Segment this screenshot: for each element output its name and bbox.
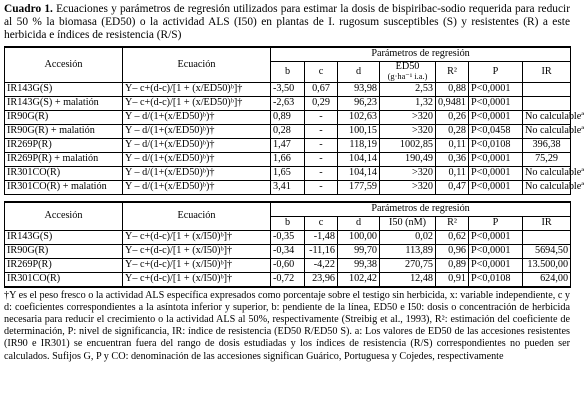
table-cell: -2,63 bbox=[271, 96, 305, 110]
table-cell: P<0,0001 bbox=[469, 152, 523, 166]
table-cell: >320 bbox=[380, 124, 436, 138]
table-cell: 0,62 bbox=[436, 230, 469, 244]
table-row bbox=[5, 96, 571, 110]
table-cell: P<0,0001 bbox=[469, 180, 523, 194]
table-cell: 13.500,00 bbox=[523, 258, 571, 272]
table-cell: 1,47 bbox=[271, 138, 305, 152]
table-cell bbox=[523, 96, 571, 110]
table-cell: IR90G(R) bbox=[5, 244, 123, 258]
table-row bbox=[5, 82, 571, 96]
table-cell: 0,89 bbox=[271, 110, 305, 124]
table-cell: 23,96 bbox=[305, 272, 338, 287]
t2-header-ecuacion: Ecuación bbox=[123, 202, 271, 231]
regression-table bbox=[4, 46, 584, 288]
t2-header-i50: I50 (nM) bbox=[380, 216, 436, 230]
table-cell: No calculableª bbox=[523, 180, 571, 194]
table-cell: 1,66 bbox=[271, 152, 305, 166]
table-footnote: †Y es el peso fresco o la actividad ALS específica expresados como porcentaje sobre el testigo sin herbicida, x: variable independiente, c y d: coeficientes correspondientes a la asíntota inferior y superior, b: pendiente de la línea, ED50 e I50: dosis o concentración de herbicida necesaria para reducir el crecimiento o la actividad ALS al 50%, respectivamente (Streibig et al., 1993), R²: estimación del coeficiente de determinación, P: nivel de significancia, IR: índice de resistencia (ED50 R/ED50 S). a: Los valores de ED50 de las accesiones resistentes (IR90 e IR301) se encuentran fuera del rango de dosis estudiadas y los índices de resistencia (R/S) correspondientes no pueden ser calculados. Sufijos G, P y CO: denominación de las accesiones significan Guárico, Portuguesa y Cojedes, respectivamente bbox=[4, 289, 570, 362]
t2-header-d: d bbox=[338, 216, 380, 230]
table-cell: 0,9481 bbox=[436, 96, 469, 110]
table-row bbox=[5, 138, 571, 152]
table-cell: P<0,0001 bbox=[469, 82, 523, 96]
table-cell: - bbox=[305, 138, 338, 152]
table-cell: 0,88 bbox=[436, 82, 469, 96]
table-cell: 0,29 bbox=[305, 96, 338, 110]
caption-text: Ecuaciones y parámetros de regresión utilizados para estimar la dosis de bispiribac-sodio requerida para reducir al 50 % la biomasa (ED50) o la actividad ALS (I50) en plantas de I. rugosum susceptibles (S) y resistentes (R) a este herbicida e índices de resistencia (R/S) bbox=[4, 3, 570, 42]
table-cell: No calculableª bbox=[523, 166, 571, 180]
table-cell: P<0,0001 bbox=[469, 244, 523, 258]
table-cell: -11,16 bbox=[305, 244, 338, 258]
t1-header-accesion: Accesión bbox=[5, 47, 123, 83]
t1-header-d: d bbox=[338, 61, 380, 82]
table-cell: IR143G(S) bbox=[5, 230, 123, 244]
table-cell: 0,67 bbox=[305, 82, 338, 96]
table-cell: -1,48 bbox=[305, 230, 338, 244]
table-cell: - bbox=[305, 124, 338, 138]
table-cell: Y – d/(1+(x/ED50)ᵇ)† bbox=[123, 124, 271, 138]
t1-header-r2: R² bbox=[436, 61, 469, 82]
t2-group-header: Parámetros de regresión bbox=[271, 202, 571, 217]
table-cell bbox=[523, 82, 571, 96]
table-cell: Y– c+(d-c)/[1 + (x/I50)ᵇ]† bbox=[123, 258, 271, 272]
table-cell: 5694,50 bbox=[523, 244, 571, 258]
table-cell: 0,02 bbox=[380, 230, 436, 244]
table-row bbox=[5, 230, 571, 244]
table-cell: - bbox=[305, 180, 338, 194]
table-cell: >320 bbox=[380, 110, 436, 124]
table-separator bbox=[5, 194, 571, 202]
t2-header-b: b bbox=[271, 216, 305, 230]
table-cell: 99,38 bbox=[338, 258, 380, 272]
table-cell: Y – d/(1+(x/ED50)ᵇ)† bbox=[123, 110, 271, 124]
table-cell: 104,14 bbox=[338, 152, 380, 166]
table-cell: 102,63 bbox=[338, 110, 380, 124]
table-cell: 0,26 bbox=[436, 110, 469, 124]
table-cell: 93,98 bbox=[338, 82, 380, 96]
table-cell: IR269P(R) bbox=[5, 138, 123, 152]
table-cell: P<0,0001 bbox=[469, 110, 523, 124]
t2-header-ir: IR bbox=[523, 216, 571, 230]
page bbox=[4, 3, 584, 373]
table-cell: Y– c+(d-c)/[1 + (x/ED50)ᵇ]† bbox=[123, 96, 271, 110]
table-cell: IR90G(R) + malatión bbox=[5, 124, 123, 138]
table-cell: Y – d/(1+(x/ED50)ᵇ)† bbox=[123, 180, 271, 194]
table-cell: IR143G(S) + malatión bbox=[5, 96, 123, 110]
table-row bbox=[5, 258, 571, 272]
table-cell: - bbox=[305, 110, 338, 124]
table-cell: P<0,0001 bbox=[469, 96, 523, 110]
table-cell: P<0,0001 bbox=[469, 230, 523, 244]
table-cell: 0,47 bbox=[436, 180, 469, 194]
table-cell: 0,11 bbox=[436, 166, 469, 180]
t2-body bbox=[5, 230, 571, 287]
table-cell: Y – d/(1+(x/ED50)ᵇ)† bbox=[123, 152, 271, 166]
table-cell: P<0,0108 bbox=[469, 272, 523, 287]
table-cell: -0,60 bbox=[271, 258, 305, 272]
t2-header-p: P bbox=[469, 216, 523, 230]
table-row bbox=[5, 244, 571, 258]
table-row bbox=[5, 180, 571, 194]
table-cell: 0,28 bbox=[271, 124, 305, 138]
t1-header-ed50-unit: (g·ha⁻¹ i.a.) bbox=[387, 71, 428, 81]
table-cell: IR301CO(R) bbox=[5, 166, 123, 180]
table-cell: 0,96 bbox=[436, 244, 469, 258]
table-cell: 75,29 bbox=[523, 152, 571, 166]
table-cell: P<0,0001 bbox=[469, 166, 523, 180]
t1-header-ed50-label: ED50 bbox=[395, 60, 420, 72]
table-cell: 1002,85 bbox=[380, 138, 436, 152]
table-cell: IR269P(R) + malatión bbox=[5, 152, 123, 166]
table-cell: Y – d/(1+(x/ED50)ᵇ)† bbox=[123, 166, 271, 180]
table-cell: IR143G(S) bbox=[5, 82, 123, 96]
table-cell: 1,32 bbox=[380, 96, 436, 110]
table-cell: No calculableª bbox=[523, 124, 571, 138]
table-cell: 113,89 bbox=[380, 244, 436, 258]
table-cell: 104,14 bbox=[338, 166, 380, 180]
table-cell: 0,28 bbox=[436, 124, 469, 138]
table-row bbox=[5, 166, 571, 180]
table-cell: 396,38 bbox=[523, 138, 571, 152]
table-cell: IR90G(R) bbox=[5, 110, 123, 124]
table-cell: 99,70 bbox=[338, 244, 380, 258]
t2-header-r2: R² bbox=[436, 216, 469, 230]
t1-header-ir: IR bbox=[523, 61, 571, 82]
table-cell: 102,42 bbox=[338, 272, 380, 287]
table-cell: Y – d/(1+(x/ED50)ᵇ)† bbox=[123, 138, 271, 152]
t1-header-c: c bbox=[305, 61, 338, 82]
table-cell: 270,75 bbox=[380, 258, 436, 272]
table-cell: -4,22 bbox=[305, 258, 338, 272]
t2-header-accesion: Accesión bbox=[5, 202, 123, 231]
table-cell: Y– c+(d-c)/[1 + (x/ED50)ᵇ]† bbox=[123, 82, 271, 96]
caption-label: Cuadro 1. bbox=[4, 3, 53, 15]
table-cell: Y– c+(d-c)/[1 + (x/I50)ᵇ]† bbox=[123, 272, 271, 287]
table-cell: 12,48 bbox=[380, 272, 436, 287]
t2-header-c: c bbox=[305, 216, 338, 230]
table-cell: 0,36 bbox=[436, 152, 469, 166]
table-caption bbox=[4, 3, 570, 43]
table-cell: >320 bbox=[380, 180, 436, 194]
table-cell: 100,15 bbox=[338, 124, 380, 138]
table-cell bbox=[523, 230, 571, 244]
table-cell: 0,89 bbox=[436, 258, 469, 272]
table-cell: IR269P(R) bbox=[5, 258, 123, 272]
table-cell: 96,23 bbox=[338, 96, 380, 110]
table-cell: P<0,0001 bbox=[469, 258, 523, 272]
table-cell: 0,91 bbox=[436, 272, 469, 287]
table-cell: 177,59 bbox=[338, 180, 380, 194]
table-cell: Y– c+(d-c)/[1 + (x/I50)ᵇ]† bbox=[123, 244, 271, 258]
table-cell: 624,00 bbox=[523, 272, 571, 287]
table-cell: - bbox=[305, 152, 338, 166]
table-cell: 3,41 bbox=[271, 180, 305, 194]
table-cell: 190,49 bbox=[380, 152, 436, 166]
table-row bbox=[5, 272, 571, 287]
table-cell: IR301CO(R) bbox=[5, 272, 123, 287]
table-cell: IR301CO(R) + malatión bbox=[5, 180, 123, 194]
t1-group-header: Parámetros de regresión bbox=[271, 47, 571, 62]
table-cell: 118,19 bbox=[338, 138, 380, 152]
table-cell: -0,34 bbox=[271, 244, 305, 258]
table-cell: P<0,0108 bbox=[469, 138, 523, 152]
table-cell: 1,65 bbox=[271, 166, 305, 180]
table-cell: >320 bbox=[380, 166, 436, 180]
t1-body bbox=[5, 82, 584, 194]
table-cell: 100,00 bbox=[338, 230, 380, 244]
t1-header-b: b bbox=[271, 61, 305, 82]
table-cell: -0,72 bbox=[271, 272, 305, 287]
table-cell: P<0,0458 bbox=[469, 124, 523, 138]
table-cell: Y– c+(d-c)/[1 + (x/I50)ᵇ]† bbox=[123, 230, 271, 244]
table-row bbox=[5, 152, 571, 166]
table-row bbox=[5, 110, 571, 124]
t1-header-ed50 bbox=[380, 61, 436, 82]
table-cell: No calculableª bbox=[523, 110, 571, 124]
t1-header-ecuacion: Ecuación bbox=[123, 47, 271, 83]
table-cell: - bbox=[305, 166, 338, 180]
table-cell: -3,50 bbox=[271, 82, 305, 96]
table-cell: 2,53 bbox=[380, 82, 436, 96]
table-cell: 0,11 bbox=[436, 138, 469, 152]
table-cell: -0,35 bbox=[271, 230, 305, 244]
table-row bbox=[5, 124, 571, 138]
t1-header-p: P bbox=[469, 61, 523, 82]
